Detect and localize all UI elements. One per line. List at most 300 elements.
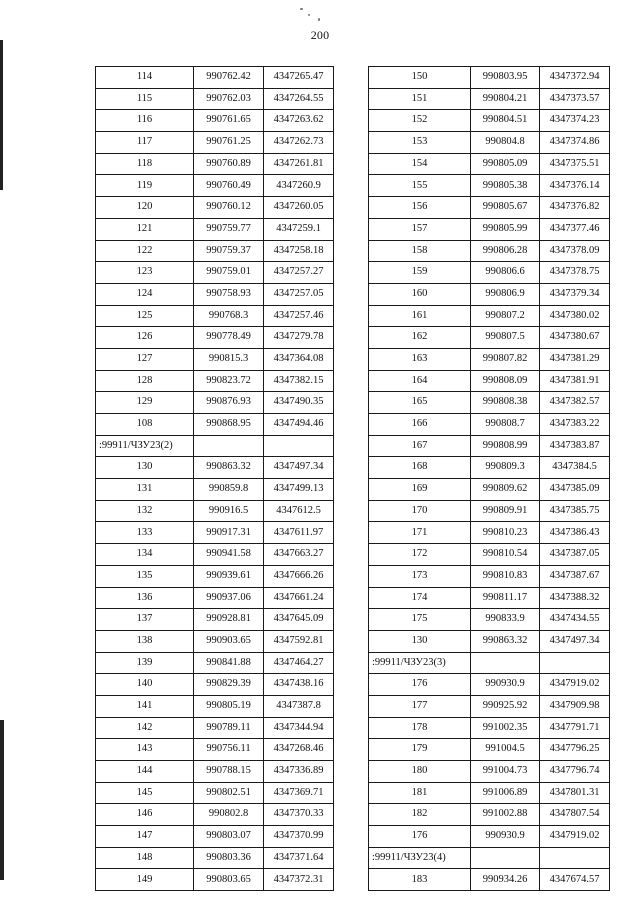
x-coordinate-cell: 990808.99	[471, 435, 540, 457]
y-coordinate-cell: 4347611.97	[264, 522, 334, 544]
y-coordinate-cell: 4347381.91	[540, 370, 610, 392]
table-row	[369, 479, 610, 501]
x-coordinate-cell: 990808.09	[471, 370, 540, 392]
point-number-cell: 124	[96, 283, 194, 305]
point-number-cell: 170	[369, 500, 471, 522]
y-coordinate-cell: 4347666.26	[264, 565, 334, 587]
x-coordinate-cell: 990756.11	[194, 739, 264, 761]
y-coordinate-cell: 4347369.71	[264, 782, 334, 804]
table-row	[369, 327, 610, 349]
y-coordinate-cell: 4347909.98	[540, 695, 610, 717]
y-coordinate-cell: 4347434.55	[540, 609, 610, 631]
x-coordinate-cell: 990758.93	[194, 283, 264, 305]
table-row	[369, 544, 610, 566]
y-coordinate-cell: 4347490.35	[264, 392, 334, 414]
table-row	[96, 153, 334, 175]
x-coordinate-cell: 990925.92	[471, 695, 540, 717]
x-coordinate-cell: 991004.73	[471, 761, 540, 783]
x-coordinate-cell: 990762.03	[194, 88, 264, 110]
point-number-cell: 122	[96, 240, 194, 262]
empty-cell	[540, 847, 610, 869]
table-row	[369, 348, 610, 370]
y-coordinate-cell: 4347268.46	[264, 739, 334, 761]
y-coordinate-cell: 4347796.74	[540, 761, 610, 783]
table-row	[369, 414, 610, 436]
table-row	[96, 630, 334, 652]
point-number-cell: 148	[96, 847, 194, 869]
x-coordinate-cell: 991004.5	[471, 739, 540, 761]
table-row	[96, 67, 334, 89]
x-coordinate-cell: 990802.51	[194, 782, 264, 804]
x-coordinate-cell: 990803.65	[194, 869, 264, 891]
scan-speck	[318, 18, 320, 21]
y-coordinate-cell: 4347344.94	[264, 717, 334, 739]
point-number-cell: 156	[369, 197, 471, 219]
point-number-cell: 151	[369, 88, 471, 110]
y-coordinate-cell: 4347279.78	[264, 327, 334, 349]
x-coordinate-cell: 990810.54	[471, 544, 540, 566]
table-row	[96, 869, 334, 891]
table-row	[369, 869, 610, 891]
x-coordinate-cell: 990809.91	[471, 500, 540, 522]
empty-cell	[264, 435, 334, 457]
x-coordinate-cell: 990876.93	[194, 392, 264, 414]
table-row	[369, 609, 610, 631]
x-coordinate-cell: 990930.9	[471, 674, 540, 696]
point-number-cell: 182	[369, 804, 471, 826]
x-coordinate-cell: 990863.32	[194, 457, 264, 479]
x-coordinate-cell: 990804.8	[471, 132, 540, 154]
y-coordinate-cell: 4347386.43	[540, 522, 610, 544]
point-number-cell: 180	[369, 761, 471, 783]
point-number-cell: 120	[96, 197, 194, 219]
point-number-cell: 117	[96, 132, 194, 154]
y-coordinate-cell: 4347382.15	[264, 370, 334, 392]
y-coordinate-cell: 4347374.86	[540, 132, 610, 154]
y-coordinate-cell: 4347382.57	[540, 392, 610, 414]
table-row	[96, 240, 334, 262]
x-coordinate-cell: 990759.77	[194, 218, 264, 240]
point-number-cell: 141	[96, 695, 194, 717]
point-number-cell: 149	[96, 869, 194, 891]
point-number-cell: 160	[369, 283, 471, 305]
y-coordinate-cell: 4347373.57	[540, 88, 610, 110]
table-row	[96, 652, 334, 674]
y-coordinate-cell: 4347379.34	[540, 283, 610, 305]
table-row	[96, 522, 334, 544]
point-number-cell: 139	[96, 652, 194, 674]
x-coordinate-cell: 990833.9	[471, 609, 540, 631]
x-coordinate-cell: 990903.65	[194, 630, 264, 652]
y-coordinate-cell: 4347385.09	[540, 479, 610, 501]
table-row	[369, 392, 610, 414]
point-number-cell: 144	[96, 761, 194, 783]
x-coordinate-cell: 990808.7	[471, 414, 540, 436]
x-coordinate-cell: 990939.61	[194, 565, 264, 587]
table-row	[96, 262, 334, 284]
x-coordinate-cell: 990806.6	[471, 262, 540, 284]
point-number-cell: 176	[369, 826, 471, 848]
x-coordinate-cell: 990810.83	[471, 565, 540, 587]
table-row	[96, 544, 334, 566]
y-coordinate-cell: 4347796.25	[540, 739, 610, 761]
point-number-cell: 183	[369, 869, 471, 891]
table-row	[369, 153, 610, 175]
y-coordinate-cell: 4347663.27	[264, 544, 334, 566]
y-coordinate-cell: 4347257.27	[264, 262, 334, 284]
table-row	[96, 218, 334, 240]
point-number-cell: 129	[96, 392, 194, 414]
x-coordinate-cell: 990789.11	[194, 717, 264, 739]
empty-cell	[194, 435, 264, 457]
y-coordinate-cell: 4347260.9	[264, 175, 334, 197]
point-number-cell: 128	[96, 370, 194, 392]
table-row	[369, 88, 610, 110]
y-coordinate-cell: 4347919.02	[540, 826, 610, 848]
point-number-cell: 161	[369, 305, 471, 327]
y-coordinate-cell: 4347258.18	[264, 240, 334, 262]
y-coordinate-cell: 4347372.31	[264, 869, 334, 891]
table-row	[369, 240, 610, 262]
point-number-cell: 115	[96, 88, 194, 110]
point-number-cell: 154	[369, 153, 471, 175]
point-number-cell: 114	[96, 67, 194, 89]
point-number-cell: 173	[369, 565, 471, 587]
x-coordinate-cell: 990807.82	[471, 348, 540, 370]
section-label-row	[369, 847, 610, 869]
x-coordinate-cell: 990802.8	[194, 804, 264, 826]
coordinates-table-left	[95, 66, 334, 891]
x-coordinate-cell: 990805.38	[471, 175, 540, 197]
y-coordinate-cell: 4347387.05	[540, 544, 610, 566]
table-row	[96, 457, 334, 479]
y-coordinate-cell: 4347919.02	[540, 674, 610, 696]
table-row	[369, 67, 610, 89]
x-coordinate-cell: 990805.19	[194, 695, 264, 717]
y-coordinate-cell: 4347381.29	[540, 348, 610, 370]
point-number-cell: 135	[96, 565, 194, 587]
point-number-cell: 175	[369, 609, 471, 631]
point-number-cell: 133	[96, 522, 194, 544]
x-coordinate-cell: 990760.49	[194, 175, 264, 197]
table-row	[96, 283, 334, 305]
point-number-cell: 168	[369, 457, 471, 479]
table-row	[369, 739, 610, 761]
x-coordinate-cell: 990809.62	[471, 479, 540, 501]
x-coordinate-cell: 990941.58	[194, 544, 264, 566]
point-number-cell: 131	[96, 479, 194, 501]
x-coordinate-cell: 990761.65	[194, 110, 264, 132]
point-number-cell: 166	[369, 414, 471, 436]
table-row	[96, 305, 334, 327]
table-row	[96, 370, 334, 392]
x-coordinate-cell: 990841.88	[194, 652, 264, 674]
y-coordinate-cell: 4347380.67	[540, 327, 610, 349]
table-row	[369, 132, 610, 154]
table-row	[369, 826, 610, 848]
point-number-cell: 150	[369, 67, 471, 89]
x-coordinate-cell: 990804.21	[471, 88, 540, 110]
point-number-cell: 118	[96, 153, 194, 175]
y-coordinate-cell: 4347263.62	[264, 110, 334, 132]
point-number-cell: 164	[369, 370, 471, 392]
x-coordinate-cell: 990811.17	[471, 587, 540, 609]
y-coordinate-cell: 4347661.24	[264, 587, 334, 609]
x-coordinate-cell: 991002.35	[471, 717, 540, 739]
point-number-cell: 152	[369, 110, 471, 132]
x-coordinate-cell: 990937.06	[194, 587, 264, 609]
point-number-cell: 162	[369, 327, 471, 349]
y-coordinate-cell: 4347387.8	[264, 695, 334, 717]
y-coordinate-cell: 4347371.64	[264, 847, 334, 869]
table-row	[96, 847, 334, 869]
table-row	[369, 804, 610, 826]
x-coordinate-cell: 990806.28	[471, 240, 540, 262]
empty-cell	[471, 652, 540, 674]
point-number-cell: 143	[96, 739, 194, 761]
table-row	[96, 175, 334, 197]
table-row	[96, 695, 334, 717]
point-number-cell: 127	[96, 348, 194, 370]
table-row	[369, 630, 610, 652]
point-number-cell: 136	[96, 587, 194, 609]
point-number-cell: 146	[96, 804, 194, 826]
y-coordinate-cell: 4347364.08	[264, 348, 334, 370]
y-coordinate-cell: 4347257.46	[264, 305, 334, 327]
section-label-row	[96, 435, 334, 457]
table-row	[96, 88, 334, 110]
x-coordinate-cell: 990803.36	[194, 847, 264, 869]
coordinates-table-right	[368, 66, 610, 891]
point-number-cell: 169	[369, 479, 471, 501]
point-number-cell: 134	[96, 544, 194, 566]
table-row	[369, 565, 610, 587]
point-number-cell: 116	[96, 110, 194, 132]
table-row	[96, 479, 334, 501]
x-coordinate-cell: 990804.51	[471, 110, 540, 132]
scan-edge-mark	[0, 720, 4, 880]
point-number-cell: 145	[96, 782, 194, 804]
point-number-cell: 165	[369, 392, 471, 414]
y-coordinate-cell: 4347261.81	[264, 153, 334, 175]
x-coordinate-cell: 990930.9	[471, 826, 540, 848]
scan-edge-mark	[0, 40, 3, 190]
y-coordinate-cell: 4347370.99	[264, 826, 334, 848]
y-coordinate-cell: 4347376.82	[540, 197, 610, 219]
table-row	[96, 782, 334, 804]
point-number-cell: 132	[96, 500, 194, 522]
y-coordinate-cell: 4347807.54	[540, 804, 610, 826]
table-row	[369, 695, 610, 717]
point-number-cell: 167	[369, 435, 471, 457]
y-coordinate-cell: 4347375.51	[540, 153, 610, 175]
x-coordinate-cell: 990928.81	[194, 609, 264, 631]
point-number-cell: 108	[96, 414, 194, 436]
point-number-cell: 147	[96, 826, 194, 848]
x-coordinate-cell: 990805.09	[471, 153, 540, 175]
x-coordinate-cell: 991002.88	[471, 804, 540, 826]
table-row	[96, 717, 334, 739]
x-coordinate-cell: 990807.2	[471, 305, 540, 327]
table-row	[369, 197, 610, 219]
x-coordinate-cell: 990762.42	[194, 67, 264, 89]
x-coordinate-cell: 990934.26	[471, 869, 540, 891]
table-row	[369, 262, 610, 284]
point-number-cell: 119	[96, 175, 194, 197]
point-number-cell: 126	[96, 327, 194, 349]
section-label: :99911/ЧЗУ23(3)	[369, 652, 471, 674]
point-number-cell: 123	[96, 262, 194, 284]
table-row	[369, 674, 610, 696]
table-row	[369, 782, 610, 804]
y-coordinate-cell: 4347265.47	[264, 67, 334, 89]
point-number-cell: 159	[369, 262, 471, 284]
y-coordinate-cell: 4347383.22	[540, 414, 610, 436]
point-number-cell: 163	[369, 348, 471, 370]
table-row	[96, 110, 334, 132]
x-coordinate-cell: 990916.5	[194, 500, 264, 522]
point-number-cell: 155	[369, 175, 471, 197]
x-coordinate-cell: 990805.67	[471, 197, 540, 219]
y-coordinate-cell: 4347438.16	[264, 674, 334, 696]
x-coordinate-cell: 990788.15	[194, 761, 264, 783]
x-coordinate-cell: 990807.5	[471, 327, 540, 349]
y-coordinate-cell: 4347378.09	[540, 240, 610, 262]
y-coordinate-cell: 4347497.34	[540, 630, 610, 652]
table-row	[96, 609, 334, 631]
x-coordinate-cell: 990868.95	[194, 414, 264, 436]
point-number-cell: 130	[96, 457, 194, 479]
point-number-cell: 179	[369, 739, 471, 761]
section-label: :99911/ЧЗУ23(2)	[96, 435, 194, 457]
table-row	[96, 761, 334, 783]
x-coordinate-cell: 990803.07	[194, 826, 264, 848]
table-row	[96, 739, 334, 761]
point-number-cell: 177	[369, 695, 471, 717]
x-coordinate-cell: 990829.39	[194, 674, 264, 696]
y-coordinate-cell: 4347384.5	[540, 457, 610, 479]
x-coordinate-cell: 990778.49	[194, 327, 264, 349]
y-coordinate-cell: 4347262.73	[264, 132, 334, 154]
page-number: 200	[310, 28, 330, 42]
point-number-cell: 171	[369, 522, 471, 544]
y-coordinate-cell: 4347377.46	[540, 218, 610, 240]
x-coordinate-cell: 990808.38	[471, 392, 540, 414]
x-coordinate-cell: 990805.99	[471, 218, 540, 240]
table-row	[96, 392, 334, 414]
table-row	[96, 132, 334, 154]
x-coordinate-cell: 990759.01	[194, 262, 264, 284]
y-coordinate-cell: 4347385.75	[540, 500, 610, 522]
y-coordinate-cell: 4347264.55	[264, 88, 334, 110]
point-number-cell: 176	[369, 674, 471, 696]
table-row	[369, 522, 610, 544]
table-row	[369, 283, 610, 305]
point-number-cell: 174	[369, 587, 471, 609]
table-row	[369, 717, 610, 739]
point-number-cell: 130	[369, 630, 471, 652]
section-label: :99911/ЧЗУ23(4)	[369, 847, 471, 869]
x-coordinate-cell: 990810.23	[471, 522, 540, 544]
scan-speck	[300, 8, 303, 10]
x-coordinate-cell: 990809.3	[471, 457, 540, 479]
y-coordinate-cell: 4347791.71	[540, 717, 610, 739]
point-number-cell: 121	[96, 218, 194, 240]
point-number-cell: 137	[96, 609, 194, 631]
x-coordinate-cell: 990859.8	[194, 479, 264, 501]
y-coordinate-cell: 4347260.05	[264, 197, 334, 219]
point-number-cell: 138	[96, 630, 194, 652]
table-row	[96, 197, 334, 219]
y-coordinate-cell: 4347374.23	[540, 110, 610, 132]
y-coordinate-cell: 4347645.09	[264, 609, 334, 631]
x-coordinate-cell: 990823.72	[194, 370, 264, 392]
y-coordinate-cell: 4347499.13	[264, 479, 334, 501]
x-coordinate-cell: 990863.32	[471, 630, 540, 652]
point-number-cell: 153	[369, 132, 471, 154]
y-coordinate-cell: 4347388.32	[540, 587, 610, 609]
table-row	[369, 305, 610, 327]
table-row	[369, 435, 610, 457]
table-row	[96, 327, 334, 349]
x-coordinate-cell: 990760.12	[194, 197, 264, 219]
section-label-row	[369, 652, 610, 674]
x-coordinate-cell: 990760.89	[194, 153, 264, 175]
x-coordinate-cell: 990803.95	[471, 67, 540, 89]
table-row	[96, 587, 334, 609]
point-number-cell: 140	[96, 674, 194, 696]
table-row	[369, 587, 610, 609]
x-coordinate-cell: 990761.25	[194, 132, 264, 154]
x-coordinate-cell: 990806.9	[471, 283, 540, 305]
y-coordinate-cell: 4347259.1	[264, 218, 334, 240]
table-row	[96, 414, 334, 436]
point-number-cell: 178	[369, 717, 471, 739]
y-coordinate-cell: 4347494.46	[264, 414, 334, 436]
x-coordinate-cell: 991006.89	[471, 782, 540, 804]
y-coordinate-cell: 4347336.89	[264, 761, 334, 783]
y-coordinate-cell: 4347612.5	[264, 500, 334, 522]
y-coordinate-cell: 4347464.27	[264, 652, 334, 674]
y-coordinate-cell: 4347387.67	[540, 565, 610, 587]
y-coordinate-cell: 4347376.14	[540, 175, 610, 197]
x-coordinate-cell: 990759.37	[194, 240, 264, 262]
table-row	[96, 804, 334, 826]
table-row	[96, 565, 334, 587]
empty-cell	[471, 847, 540, 869]
point-number-cell: 157	[369, 218, 471, 240]
y-coordinate-cell: 4347592.81	[264, 630, 334, 652]
x-coordinate-cell: 990815.3	[194, 348, 264, 370]
y-coordinate-cell: 4347378.75	[540, 262, 610, 284]
point-number-cell: 125	[96, 305, 194, 327]
table-row	[369, 175, 610, 197]
table-row	[369, 500, 610, 522]
y-coordinate-cell: 4347801.31	[540, 782, 610, 804]
y-coordinate-cell: 4347370.33	[264, 804, 334, 826]
y-coordinate-cell: 4347380.02	[540, 305, 610, 327]
point-number-cell: 158	[369, 240, 471, 262]
table-row	[96, 500, 334, 522]
x-coordinate-cell: 990917.31	[194, 522, 264, 544]
y-coordinate-cell: 4347383.87	[540, 435, 610, 457]
y-coordinate-cell: 4347674.57	[540, 869, 610, 891]
table-row	[96, 348, 334, 370]
x-coordinate-cell: 990768.3	[194, 305, 264, 327]
table-row	[369, 218, 610, 240]
y-coordinate-cell: 4347497.34	[264, 457, 334, 479]
empty-cell	[540, 652, 610, 674]
